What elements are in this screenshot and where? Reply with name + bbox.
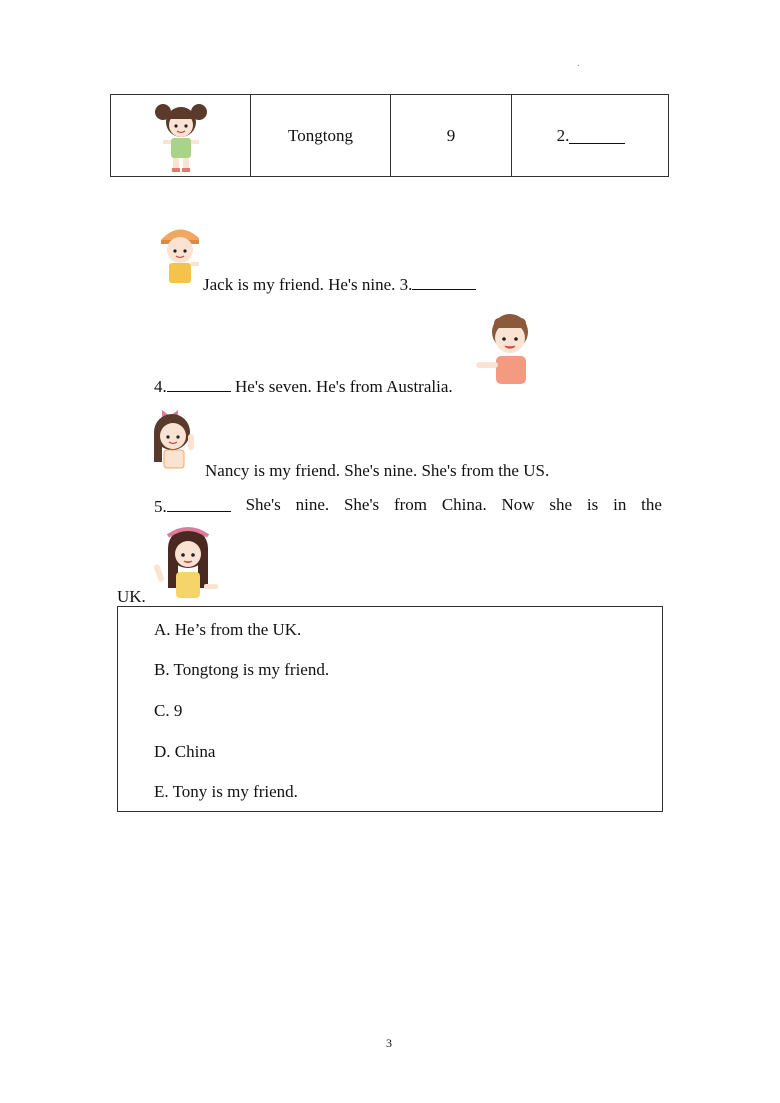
line-4-word: from	[393, 495, 428, 514]
tongtong-girl-icon	[151, 98, 211, 174]
line-1	[203, 273, 476, 295]
line-4-word: China.	[441, 495, 487, 514]
line-4-word: the	[641, 495, 662, 514]
option-d: D. China	[154, 742, 216, 761]
option-c: C. 9	[154, 701, 183, 720]
answer-5-blank[interactable]	[167, 495, 231, 512]
nancy-girl-icon	[148, 404, 204, 476]
line-4-word: She's	[343, 495, 380, 514]
line-4-word: Now	[501, 495, 535, 514]
girl-pink-icon	[150, 522, 222, 602]
page-number: 3	[386, 1036, 392, 1050]
option-b: B. Tongtong is my friend.	[154, 660, 330, 679]
name-value: Tongtong	[288, 125, 353, 145]
tony-boy-icon	[474, 308, 538, 390]
line-4-word: She's	[245, 495, 281, 514]
line-4-word: nine.	[295, 495, 330, 514]
line-4-start	[154, 495, 231, 517]
info-table	[110, 94, 669, 177]
answer-4-blank[interactable]	[167, 375, 231, 392]
line-4-num: 5.	[154, 497, 167, 516]
age-cell	[391, 95, 512, 176]
line-2	[154, 375, 453, 397]
line-4-cont: UK.	[117, 587, 146, 606]
line-1-text: Jack is my friend. He's nine. 3.	[203, 275, 413, 294]
avatar-cell	[111, 95, 251, 176]
top-mark: .	[577, 58, 580, 69]
answer-3-blank[interactable]	[412, 273, 476, 290]
option-e: E. Tony is my friend.	[154, 782, 298, 801]
line-4-word: is	[586, 495, 599, 514]
options-box	[117, 606, 663, 812]
age-value: 9	[446, 125, 456, 145]
line-2-num: 4.	[154, 377, 167, 396]
option-a: A. He’s from the UK.	[154, 620, 302, 639]
line-4-word: she	[549, 495, 573, 514]
line-3: Nancy is my friend. She's nine. She's from the US.	[205, 461, 550, 480]
name-cell	[251, 95, 391, 176]
line-4	[154, 495, 662, 517]
answer-cell	[512, 95, 670, 176]
jack-boy-icon	[155, 222, 205, 290]
line-4-word: in	[613, 495, 627, 514]
answer-label: 2.	[556, 125, 570, 145]
answer-2-blank[interactable]	[569, 127, 625, 144]
line-2-text: He's seven. He's from Australia.	[235, 377, 453, 396]
